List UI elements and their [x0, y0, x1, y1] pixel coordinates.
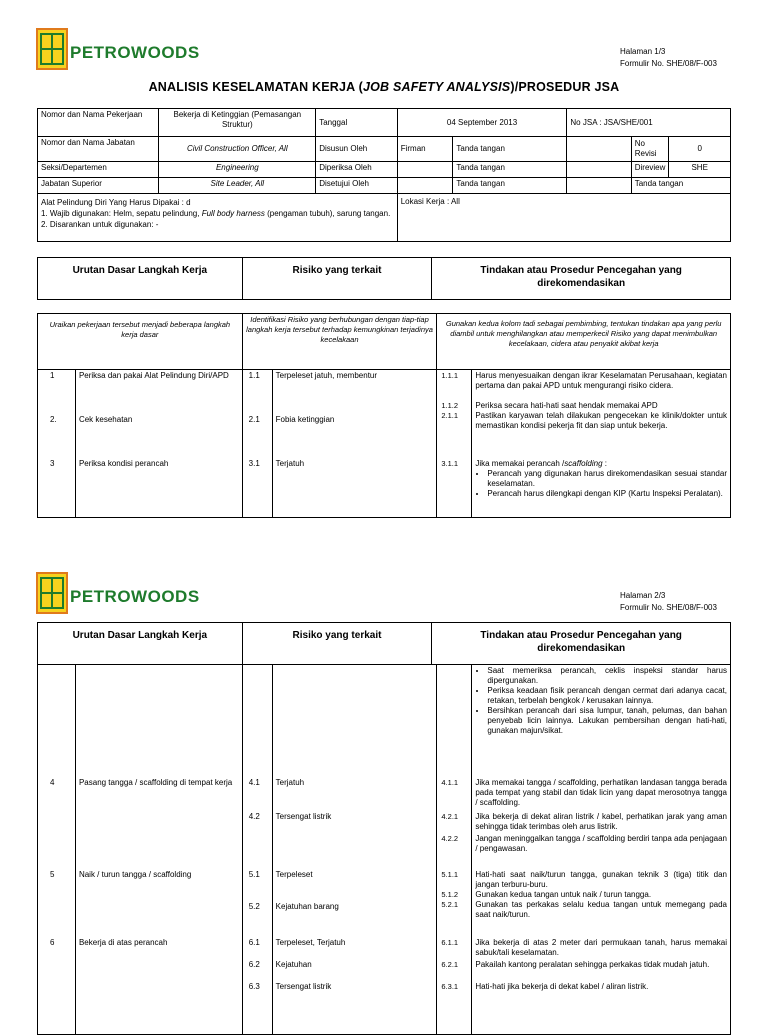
steps-description: Uraikan pekerjaan tersebut menjadi beberapa langkah kerja dasar: [38, 314, 243, 370]
revision-value: 0: [669, 137, 731, 162]
logo-emblem: [36, 572, 68, 614]
col-action-header: Tindakan atau Prosedur Pencegahan yang direkomendasikan: [432, 623, 731, 665]
reviewed-by-value: SHE: [669, 162, 731, 178]
risk-number: 3.1: [248, 459, 260, 468]
col-action-header: Tindakan atau Prosedur Pencegahan yang direkomendasikan: [432, 258, 731, 300]
company-name: PETROWOODS: [70, 587, 200, 606]
date-label: Tanggal: [316, 109, 398, 137]
risk-text: Terpeleset jatuh, membentur: [275, 371, 378, 380]
risk-number: 4.2: [248, 812, 260, 821]
prepared-by-value: Firman: [397, 137, 453, 162]
action-text: Jika bekerja di atas 2 meter dari permukaan tanah, harus memakai sabuk/tali keselamatan.: [475, 938, 727, 957]
step-number: 6: [50, 938, 55, 947]
action-text: Periksa secara hati-hati saat hendak memakai APD: [475, 401, 658, 410]
action-number: 5.2.1: [441, 900, 459, 909]
date-value: 04 September 2013: [397, 109, 567, 137]
col-steps-header: Urutan Dasar Langkah Kerja: [38, 258, 243, 300]
column-header-table: [37, 622, 731, 665]
risk-text: Terjatuh: [275, 459, 305, 468]
action-text: Pakailah kantong peralatan sehingga perkakas tidak mudah jatuh.: [475, 960, 710, 969]
action-description: Gunakan kedua kolom tadi sebagai pembimbing, tentukan tindakan apa yang perlu diambil untuk menghilangkan atau memperkecil Risiko yang dapat menimbulkan kecelakaan, cidera atau penyakit akibat kerja: [437, 314, 731, 370]
signature-label: Tanda tangan: [631, 178, 730, 194]
risk-number: 4.1: [248, 778, 260, 787]
page-number: Halaman 2/3: [620, 591, 666, 600]
action-text: Jangan meninggalkan tangga / scaffolding berdiri tanpa ada penjagaan / pengawasan.: [475, 834, 727, 853]
action-number: 4.1.1: [441, 778, 459, 787]
action-bullet: • Perancah harus dilengkapi dengan KIP (Kartu Inspeksi Peralatan).: [487, 489, 727, 499]
action-number: 6.1.1: [441, 938, 459, 947]
action-number: 2.1.1: [441, 411, 459, 420]
jsa-number: No JSA : JSA/SHE/001: [567, 109, 731, 137]
action-number: 5.1.1: [441, 870, 459, 879]
signature-label: Tanda tangan: [453, 162, 567, 178]
action-text: Hati-hati jika bekerja di dekat kabel / aliran listrik.: [475, 982, 649, 991]
logo-emblem: [36, 28, 68, 70]
risk-number: 1.1: [248, 371, 260, 380]
company-name: PETROWOODS: [70, 43, 200, 62]
action-number: 1.1.1: [441, 371, 459, 380]
revision-label: No Revisi: [631, 137, 669, 162]
risk-number: 6.3: [248, 982, 260, 991]
risk-number: 6.2: [248, 960, 260, 969]
job-name-label: Nomor dan Nama Pekerjaan: [38, 109, 159, 137]
step-number: 5: [50, 870, 55, 879]
action-number: 6.3.1: [441, 982, 459, 991]
prepared-by-label: Disusun Oleh: [316, 137, 398, 162]
job-name-value: Bekerja di Ketinggian (Pemasangan Struktur): [159, 109, 316, 137]
jsa-steps-table: [37, 313, 731, 518]
action-number: 4.2.1: [441, 812, 459, 821]
ppe-recommended: 2. Disarankan untuk digunakan: -: [41, 220, 159, 229]
col-steps-header: Urutan Dasar Langkah Kerja: [38, 623, 243, 665]
risk-text: Tersengat listrik: [275, 812, 332, 821]
work-location: Lokasi Kerja : All: [397, 194, 730, 242]
form-number: Formulir No. SHE/08/F-003: [620, 603, 717, 612]
risk-number: 2.1: [248, 415, 260, 424]
action-text: Pastikan karyawan telah dilakukan pengecekan ke klinik/dokter untuk memastikan kondisi pekerja fit dan siap untuk bekerja.: [475, 411, 727, 430]
step-text: Cek kesehatan: [78, 415, 133, 424]
action-bullet: • Perancah yang digunakan harus direkomendasikan sesuai standar keselamatan.: [487, 469, 727, 489]
page-title: ANALISIS KESELAMATAN KERJA (JOB SAFETY ANALYSIS)/PROSEDUR JSA: [148, 80, 620, 94]
risk-text: Terpeleset, Terjatuh: [275, 938, 346, 947]
signature-label: Tanda tangan: [453, 137, 567, 162]
risk-number: 5.2: [248, 902, 260, 911]
step-text: Naik / turun tangga / scaffolding: [78, 870, 192, 879]
superior-value: Site Leader, All: [159, 178, 316, 194]
action-text: Harus menyesuaikan dengan ikrar Keselamatan Perusahaan, kegiatan pertama dan pakai APD untuk mengurangi risiko cidera.: [475, 371, 727, 390]
position-value: Civil Construction Officer, All: [159, 137, 316, 162]
company-logo: [36, 572, 200, 614]
action-text: Jika bekerja di dekat aliran listrik / kabel, perhatikan jarak yang aman sehingga tidak terimbas oleh arus listrik.: [475, 812, 727, 831]
step-text: Pasang tangga / scaffolding di tempat kerja: [78, 778, 233, 787]
risk-description: Identifikasi Risiko yang berhubungan dengan tiap-tiap langkah kerja tersebut terhadap kemungkinan terjadinya kecelakaan: [242, 314, 437, 370]
action-number: 1.1.2: [441, 401, 459, 410]
department-value: Engineering: [159, 162, 316, 178]
department-label: Seksi/Departemen: [38, 162, 159, 178]
action-number: 3.1.1: [441, 459, 459, 468]
action-text: Gunakan kedua tangan untuk naik / turun tangga.: [475, 890, 652, 899]
risk-number: 6.1: [248, 938, 260, 947]
page-number: Halaman 1/3: [620, 47, 666, 56]
step-number: 3: [50, 459, 55, 468]
col-risk-header: Risiko yang terkait: [242, 623, 432, 665]
step-number: 2.: [50, 415, 57, 424]
col-risk-header: Risiko yang terkait: [242, 258, 432, 300]
jsa-info-table: [37, 108, 731, 242]
position-label: Nomor dan Nama Jabatan: [38, 137, 159, 162]
ppe-mandatory: 1. Wajib digunakan: Helm, sepatu pelindung, Full body harness (pengaman tubuh), sarung tangan.: [41, 209, 391, 218]
risk-text: Tersengat listrik: [275, 982, 332, 991]
action-number: 5.1.2: [441, 890, 459, 899]
action-bullet: • Periksa keadaan fisik perancah dengan cermat dari adanya cacat, retakan, terbelah bengkok / kerusakan lainnya.: [487, 686, 727, 706]
risk-text: Kejatuhan: [275, 960, 312, 969]
signature-label: Tanda tangan: [453, 178, 567, 194]
step-text: Periksa kondisi perancah: [78, 459, 169, 468]
action-text: Jika memakai perancah /scaffolding :: [475, 459, 607, 468]
risk-number: 5.1: [248, 870, 260, 879]
column-header-table: [37, 257, 731, 300]
action-bullet: • Saat memeriksa perancah, ceklis inspeksi standar harus dipergunakan.: [487, 666, 727, 686]
risk-text: Terjatuh: [275, 778, 305, 787]
action-text: Hati-hati saat naik/turun tangga, gunakan teknik 3 (tiga) titik dan jangan terburu-buru.: [475, 870, 727, 889]
action-bullet: • Bersihkan perancah dari sisa lumpur, tanah, pelumas, dan bahan penyebab licin lainnya. Lakukan pembersihan dengan hati-hati, gunakan majun/sikat.: [487, 706, 727, 736]
checked-by-label: Diperiksa Oleh: [316, 162, 398, 178]
company-logo: [36, 28, 200, 70]
step-number: 1: [50, 371, 55, 380]
step-text: Bekerja di atas perancah: [78, 938, 168, 947]
risk-text: Terpeleset: [275, 870, 313, 879]
superior-label: Jabatan Superior: [38, 178, 159, 194]
risk-text: Kejatuhan barang: [275, 902, 339, 911]
form-number: Formulir No. SHE/08/F-003: [620, 59, 717, 68]
step-number: 4: [50, 778, 55, 787]
risk-text: Fobia ketinggian: [275, 415, 335, 424]
approved-by-label: Disetujui Oleh: [316, 178, 398, 194]
action-text: Gunakan tas perkakas selalu kedua tangan untuk memegang pada saat naik/turun.: [475, 900, 727, 919]
action-number: 6.2.1: [441, 960, 459, 969]
ppe-title: Alat Pelindung Diri Yang Harus Dipakai : d: [41, 198, 191, 207]
action-text: Jika memakai tangga / scaffolding, perhatikan landasan tangga berada pada tempat yang stabil dan tidak licin yang dapat merosotnya tangga / scaffolding.: [475, 778, 727, 807]
action-number: 4.2.2: [441, 834, 459, 843]
ppe-section: [38, 194, 398, 242]
reviewed-by-label: Direview: [631, 162, 669, 178]
step-text: Periksa dan pakai Alat Pelindung Diri/APD: [78, 371, 229, 380]
jsa-steps-table-continued: [37, 664, 731, 1035]
